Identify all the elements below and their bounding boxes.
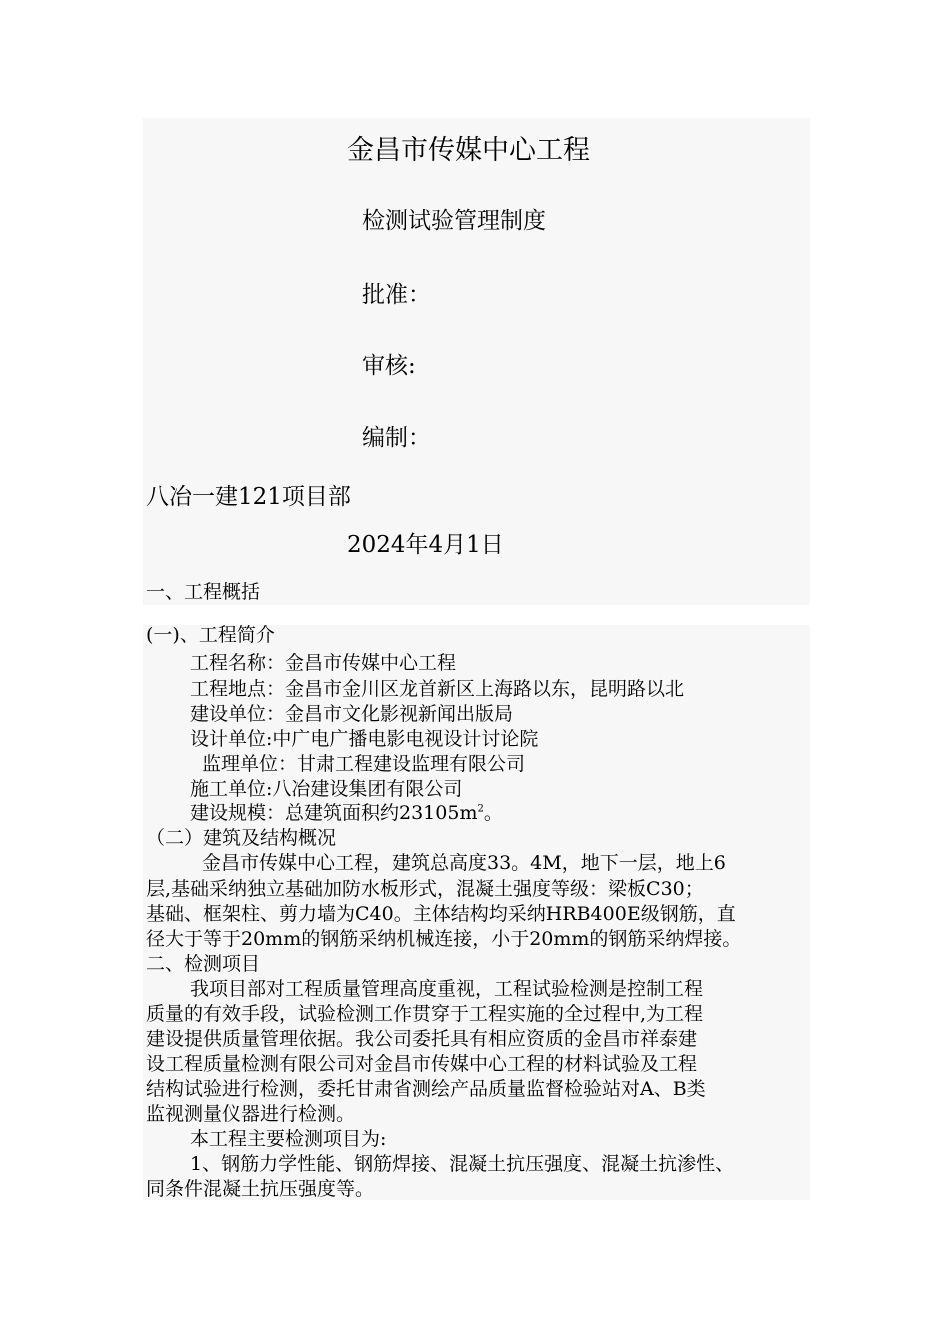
subsection-1-heading: (一)、工程简介 xyxy=(146,624,275,646)
intro-paragraph-line: 我项目部对工程质量管理高度重视，工程试验检测是控制工程 xyxy=(190,978,704,1000)
intro-paragraph-line: 结构试验进行检测，委托甘肃省测绘产品质量监督检验站对A、B类 xyxy=(146,1078,706,1100)
scale-superscript: 2 xyxy=(477,803,484,815)
project-name: 工程名称：金昌市传媒中心工程 xyxy=(190,652,457,674)
subsection-2-heading: （二）建筑及结构概况 xyxy=(146,827,337,849)
section-1-heading: 一、工程概括 xyxy=(146,581,261,603)
item-1-line: 1、钢筋力学性能、钢筋焊接、混凝土抗压强度、混凝土抗渗性、 xyxy=(190,1153,735,1175)
compile-label: 编制： xyxy=(362,425,431,451)
section-2-heading: 二、检测项目 xyxy=(146,953,261,975)
project-title: 金昌市传媒中心工程 xyxy=(347,135,590,166)
intro-paragraph-line: 建设提供质量管理依据。我公司委托具有相应资质的金昌市祥泰建 xyxy=(146,1028,698,1050)
intro-paragraph-line: 监视测量仪器进行检测。 xyxy=(146,1103,356,1125)
structure-paragraph-line: 层,基础采纳独立基础加防水板形式，混凝土强度等级：梁板C30； xyxy=(146,878,704,900)
issue-date: 2024年4月1日 xyxy=(347,532,504,558)
intro-paragraph-line: 设工程质量检测有限公司对金昌市传媒中心工程的材料试验及工程 xyxy=(146,1053,698,1075)
construction-scale xyxy=(190,804,503,823)
scale-suffix: 。 xyxy=(483,802,503,824)
organization: 八冶一建121项目部 xyxy=(146,484,351,510)
construction-unit: 施工单位:八冶建设集团有限公司 xyxy=(190,778,463,800)
item-1-line: 同条件混凝土抗压强度等。 xyxy=(146,1178,375,1200)
structure-paragraph-line: 基础、框架柱、剪力墙为C40。主体结构均采纳HRB400E级钢筋，直 xyxy=(146,903,736,925)
intro-paragraph-line: 质量的有效手段，试验检测工作贯穿于工程实施的全过程中,为工程 xyxy=(146,1003,704,1025)
structure-paragraph-line: 径大于等于20mm的钢筋采纳机械连接，小于20mm的钢筋采纳焊接。 xyxy=(146,928,742,950)
document-title: 检测试验管理制度 xyxy=(362,208,546,234)
design-unit: 设计单位:中广电广播电影电视设计讨论院 xyxy=(190,728,539,750)
structure-paragraph-line: 金昌市传媒中心工程，建筑总高度33。4M，地下一层，地上6 xyxy=(202,852,726,874)
owner-unit: 建设单位：金昌市文化影视新闻出版局 xyxy=(190,703,514,725)
approve-label: 批准： xyxy=(362,282,431,308)
project-location: 工程地点：金昌市金川区龙首新区上海路以东，昆明路以北 xyxy=(190,678,685,700)
scale-text: 建设规模：总建筑面积约23105m xyxy=(190,802,478,824)
main-items-label: 本工程主要检测项目为: xyxy=(190,1128,387,1150)
supervision-unit: 监理单位：甘肃工程建设监理有限公司 xyxy=(202,753,526,775)
review-label: 审核: xyxy=(362,353,416,379)
